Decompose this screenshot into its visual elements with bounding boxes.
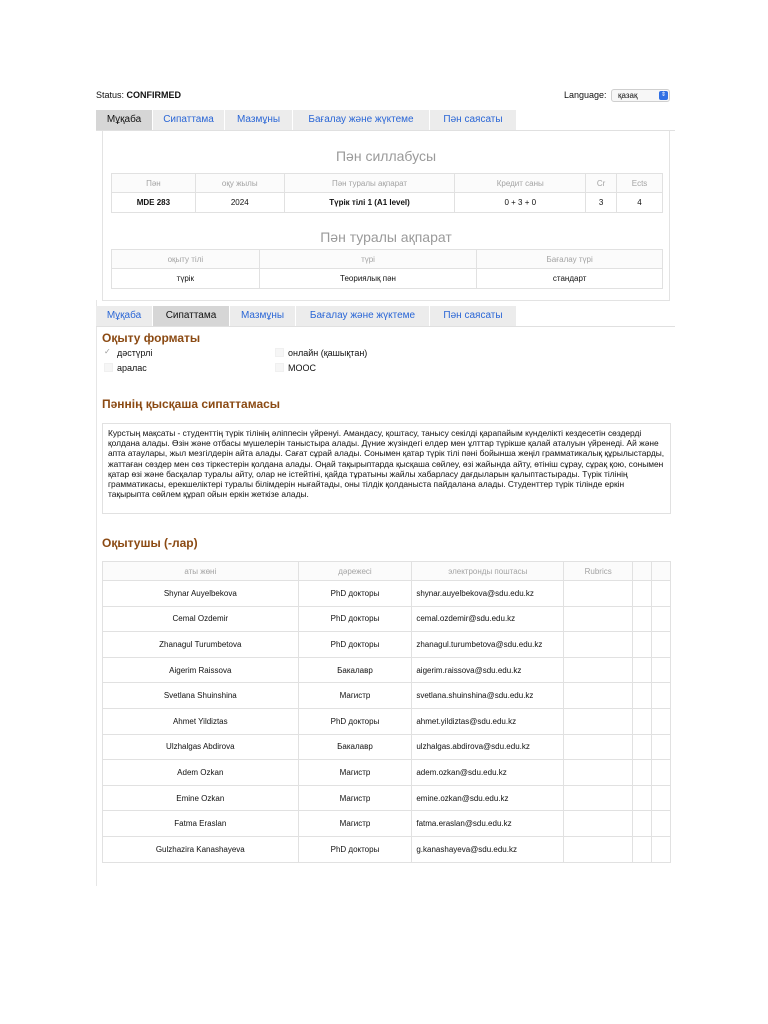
- extra-cell: [633, 581, 652, 607]
- tab-assessment[interactable]: Бағалау және жүктеме: [296, 306, 430, 326]
- table-row: [103, 760, 671, 786]
- tab-bar-top: [96, 110, 675, 131]
- teaching-format-title: Оқыту форматы: [102, 331, 201, 345]
- teacher-name: Shynar Auyelbekova: [103, 581, 299, 607]
- column-header: оқыту тілі: [112, 250, 260, 269]
- table-row: [103, 581, 671, 607]
- extra-cell: [633, 657, 652, 683]
- rubrics-cell: [564, 606, 633, 632]
- syllabus-title: Пән силлабусы: [335, 148, 437, 164]
- rubrics-cell: [564, 836, 633, 862]
- teacher-email: fatma.eraslan@sdu.edu.kz: [412, 811, 564, 837]
- table-row: [103, 811, 671, 837]
- academic-year: 2024: [195, 193, 284, 213]
- rubrics-cell: [564, 734, 633, 760]
- teachers-title: Оқытушы (-лар): [102, 536, 198, 550]
- table-row: [103, 836, 671, 862]
- teacher-name: Svetlana Shuinshina: [103, 683, 299, 709]
- status-indicator: [96, 90, 181, 100]
- extra-cell: [633, 708, 652, 734]
- teacher-degree: PhD докторы: [298, 708, 412, 734]
- table-row: [103, 632, 671, 658]
- teacher-degree: PhD докторы: [298, 836, 412, 862]
- extra-cell: [652, 683, 671, 709]
- cover-panel: [102, 131, 670, 301]
- extra-cell: [652, 632, 671, 658]
- extra-cell: [633, 785, 652, 811]
- extra-cell: [652, 606, 671, 632]
- checkbox-icon: [104, 363, 113, 372]
- language-label: Language:: [564, 90, 607, 100]
- rubrics-cell: [564, 581, 633, 607]
- course-info-title: Пән туралы ақпарат: [320, 229, 452, 245]
- teacher-degree: Магистр: [298, 811, 412, 837]
- teacher-degree: PhD докторы: [298, 606, 412, 632]
- extra-cell: [652, 760, 671, 786]
- teacher-degree: Бакалавр: [298, 657, 412, 683]
- table-row: [112, 269, 663, 289]
- cr-value: 3: [586, 193, 617, 213]
- column-header: Ects: [617, 174, 663, 193]
- extra-cell: [652, 811, 671, 837]
- column-header: [652, 562, 671, 581]
- status-value: CONFIRMED: [126, 90, 182, 100]
- tab-policy[interactable]: Пән саясаты: [430, 110, 517, 130]
- course-name: Түрік тілі 1 (A1 level): [284, 193, 455, 213]
- checkbox-checked-icon: [104, 348, 113, 357]
- teacher-email: ahmet.yildiztas@sdu.edu.kz: [412, 708, 564, 734]
- column-header: Кредит саны: [455, 174, 586, 193]
- course-type: Теориялық пән: [259, 269, 477, 289]
- teacher-email: svetlana.shuinshina@sdu.edu.kz: [412, 683, 564, 709]
- teacher-name: Ahmet Yildiztas: [103, 708, 299, 734]
- column-header: Пән туралы ақпарат: [284, 174, 455, 193]
- syllabus-table: [111, 173, 663, 213]
- teacher-degree: Магистр: [298, 683, 412, 709]
- teacher-name: Emine Ozkan: [103, 785, 299, 811]
- course-description-title: Пәннің қысқаша сипаттамасы: [102, 397, 281, 411]
- tab-content[interactable]: Мазмұны: [225, 110, 293, 130]
- rubrics-cell: [564, 785, 633, 811]
- teacher-degree: PhD докторы: [298, 581, 412, 607]
- column-header: Rubrics: [564, 562, 633, 581]
- format-option-label: MOOC: [288, 363, 316, 373]
- format-option-label: дәстүрлі: [117, 348, 153, 358]
- course-description-text: Курстың мақсаты - студенттің түрік тілінің әліппесін үйренуі. Амандасу, қоштасу, танысу секілді қарапайым күнделікті кездесетін сөздерді қолдана алады. Өзін және отбасы мүшелерін таныстыра алады. Дүние жүзіндегі елдер мен ұлттар түрікше қалай аталуын үйренеді. Ай және апта атаулары, жыл мезгілдерін айта алады. Сағат сұрай алады. Сонымен қатар түрік тілі пәні бойынша жеңіл грамматикалық құрылыстарды, жаттаған сөздер мен сөз тіркестерін қолдана алады. Оңай тақырыптарда қысқаша сөйлеу, өзі жайында айту, өтініш сұрау, сұрақ қою, сонымен қатар өзі және басқалар туралы айту, олар не істейтіні, қайда тұратыны жайлы хабарласу дағдыларын қалыптастырады. Түрік тілінің грамматикасы, ерекшеліктері туралы білімдерін нығайтады, оны тілдік қолданыста пайдалана алады. Студенттер түрік тілінде еркін тақырыпта сөйлем құрап ойын еркін жеткізе алады.: [102, 423, 671, 514]
- teachers-table-body: [103, 581, 671, 863]
- extra-cell: [652, 657, 671, 683]
- format-option-blended[interactable]: [104, 362, 147, 374]
- course-info-table: [111, 249, 663, 289]
- rubrics-cell: [564, 708, 633, 734]
- column-header: Бағалау түрі: [477, 250, 663, 269]
- teacher-name: Ulzhalgas Abdirova: [103, 734, 299, 760]
- table-header-row: [103, 562, 671, 581]
- chevron-updown-icon: ⇕: [660, 92, 667, 98]
- extra-cell: [633, 760, 652, 786]
- teacher-name: Cemal Ozdemir: [103, 606, 299, 632]
- table-row: [112, 193, 663, 213]
- format-option-mooc[interactable]: [275, 362, 316, 374]
- extra-cell: [652, 785, 671, 811]
- column-header: оқу жылы: [195, 174, 284, 193]
- status-label: Status:: [96, 90, 125, 100]
- teacher-degree: Магистр: [298, 760, 412, 786]
- checkbox-icon: [275, 363, 284, 372]
- checkbox-icon: [275, 348, 284, 357]
- teacher-email: zhanagul.turumbetova@sdu.edu.kz: [412, 632, 564, 658]
- teacher-email: shynar.auyelbekova@sdu.edu.kz: [412, 581, 564, 607]
- extra-cell: [652, 836, 671, 862]
- format-option-online[interactable]: [275, 347, 367, 359]
- teacher-degree: Бакалавр: [298, 734, 412, 760]
- tab-content[interactable]: Мазмұны: [230, 306, 296, 326]
- table-header-row: [112, 174, 663, 193]
- extra-cell: [633, 836, 652, 862]
- tab-cover[interactable]: Мұқаба: [96, 306, 153, 326]
- language-select-value: қазақ: [618, 91, 638, 100]
- extra-cell: [652, 581, 671, 607]
- teachers-table: [102, 561, 671, 863]
- format-option-traditional[interactable]: [104, 347, 152, 359]
- column-header: [633, 562, 652, 581]
- table-row: [103, 785, 671, 811]
- format-option-label: аралас: [117, 363, 147, 373]
- extra-cell: [633, 632, 652, 658]
- table-row: [103, 683, 671, 709]
- teaching-language: түрік: [112, 269, 260, 289]
- teacher-email: adem.ozkan@sdu.edu.kz: [412, 760, 564, 786]
- column-header: Cr: [586, 174, 617, 193]
- teacher-email: aigerim.raissova@sdu.edu.kz: [412, 657, 564, 683]
- teacher-name: Gulzhazira Kanashayeva: [103, 836, 299, 862]
- teacher-name: Adem Ozkan: [103, 760, 299, 786]
- teacher-email: emine.ozkan@sdu.edu.kz: [412, 785, 564, 811]
- teacher-email: cemal.ozdemir@sdu.edu.kz: [412, 606, 564, 632]
- teacher-degree: Магистр: [298, 785, 412, 811]
- rubrics-cell: [564, 683, 633, 709]
- teacher-email: g.kanashayeva@sdu.edu.kz: [412, 836, 564, 862]
- assessment-type: стандарт: [477, 269, 663, 289]
- page-edge-divider: [96, 300, 97, 886]
- column-header: аты жөні: [103, 562, 299, 581]
- table-row: [103, 606, 671, 632]
- course-code: MDE 283: [112, 193, 196, 213]
- language-select[interactable]: [611, 89, 670, 102]
- tab-cover[interactable]: Мұқаба: [96, 110, 153, 130]
- credit-count: 0 + 3 + 0: [455, 193, 586, 213]
- tab-assessment[interactable]: Бағалау және жүктеме: [293, 110, 430, 130]
- column-header: электронды поштасы: [412, 562, 564, 581]
- table-row: [103, 734, 671, 760]
- rubrics-cell: [564, 811, 633, 837]
- table-row: [103, 708, 671, 734]
- table-header-row: [112, 250, 663, 269]
- column-header: Пән: [112, 174, 196, 193]
- rubrics-cell: [564, 632, 633, 658]
- teacher-degree: PhD докторы: [298, 632, 412, 658]
- status-bar: [96, 89, 674, 103]
- teacher-name: Fatma Eraslan: [103, 811, 299, 837]
- tab-description[interactable]: Сипаттама: [153, 110, 225, 130]
- column-header: дәрежесі: [298, 562, 412, 581]
- ects-value: 4: [617, 193, 663, 213]
- tab-bar-second: [96, 306, 675, 327]
- table-row: [103, 657, 671, 683]
- teacher-email: ulzhalgas.abdirova@sdu.edu.kz: [412, 734, 564, 760]
- extra-cell: [633, 811, 652, 837]
- column-header: түрі: [259, 250, 477, 269]
- format-option-label: онлайн (қашықтан): [288, 348, 368, 358]
- extra-cell: [633, 683, 652, 709]
- tab-description[interactable]: Сипаттама: [153, 306, 230, 326]
- extra-cell: [652, 734, 671, 760]
- tab-policy[interactable]: Пән саясаты: [430, 306, 517, 326]
- teacher-name: Zhanagul Turumbetova: [103, 632, 299, 658]
- rubrics-cell: [564, 657, 633, 683]
- teacher-name: Aigerim Raissova: [103, 657, 299, 683]
- extra-cell: [652, 708, 671, 734]
- extra-cell: [633, 734, 652, 760]
- extra-cell: [633, 606, 652, 632]
- rubrics-cell: [564, 760, 633, 786]
